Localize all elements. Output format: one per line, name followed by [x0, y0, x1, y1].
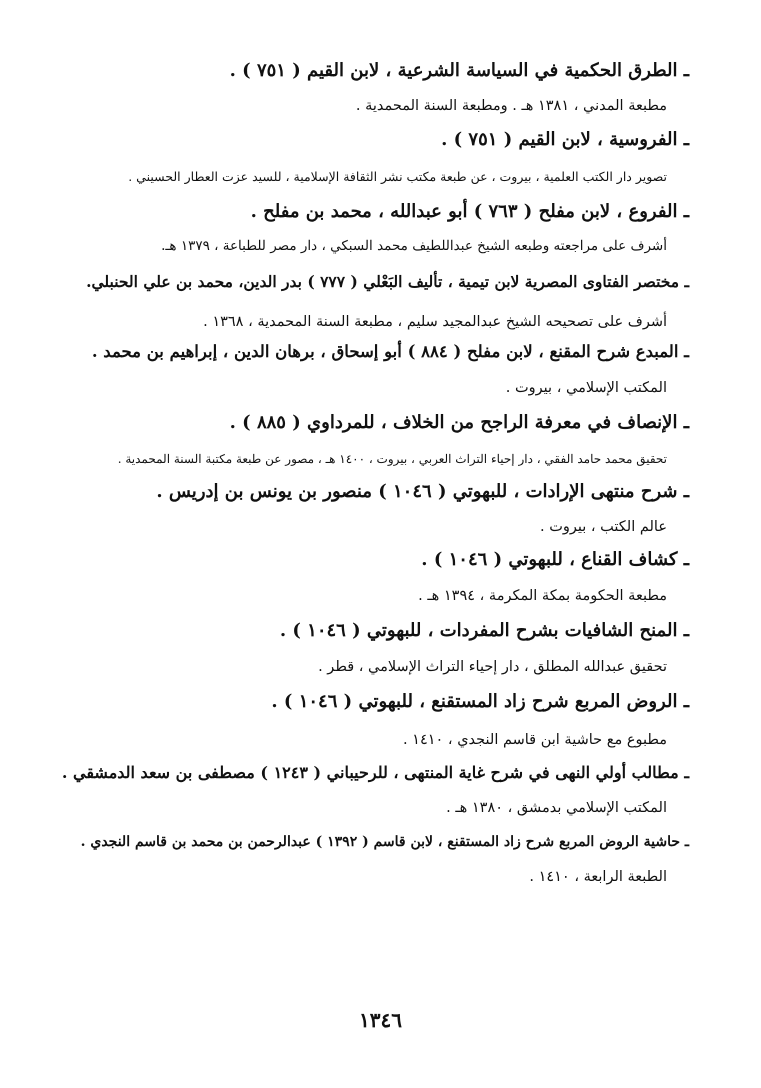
entry-edition: تصوير دار الكتب العلمية ، بيروت ، عن طبعة مكتب نشر الثقافة الإسلامية ، للسيد عزت العطار الحسيني .	[128, 169, 667, 184]
entry-title: ـ مختصر الفتاوى المصرية لابن تيمية ، تأليف البَعْلي ( ٧٧٧ ) بدر الدين، محمد بن علي الحنبلي.	[86, 272, 689, 291]
entry-edition: تحقيق عبدالله المطلق ، دار إحياء التراث الإسلامي ، قطر .	[318, 659, 667, 675]
entry-title: ـ كشاف القناع ، للبهوتي ( ١٠٤٦ ) .	[421, 549, 689, 570]
entry-title: ـ الروض المربع شرح زاد المستقنع ، للبهوتي ( ١٠٤٦ ) .	[271, 691, 689, 712]
page-number: ١٣٤٦	[359, 1008, 402, 1032]
entry-title: ـ المبدع شرح المقنع ، لابن مفلح ( ٨٨٤ ) أبو إسحاق ، برهان الدين ، إبراهيم بن محمد .	[91, 342, 689, 361]
entry-edition: عالم الكتب ، بيروت .	[540, 519, 667, 535]
entry-edition: المكتب الإسلامي بدمشق ، ١٣٨٠ هـ .	[446, 800, 667, 816]
entry-title: ـ الطرق الحكمية في السياسة الشرعية ، لابن القيم ( ٧٥١ ) .	[229, 60, 689, 81]
entry-title: ـ الفروسية ، لابن القيم ( ٧٥١ ) .	[441, 129, 689, 150]
entry-title: ـ الإنصاف في معرفة الراجح من الخلاف ، للمرداوي ( ٨٨٥ ) .	[229, 412, 689, 433]
entry-title: ـ مطالب أولي النهى في شرح غاية المنتهى ، للرحيباني ( ١٢٤٣ ) مصطفى بن سعد الدمشقي .	[61, 763, 689, 782]
entry-edition: مطبوع مع حاشية ابن قاسم النجدي ، ١٤١٠ .	[402, 732, 667, 748]
entry-edition: مطبعة المدني ، ١٣٨١ هـ . ومطبعة السنة المحمدية .	[355, 98, 667, 114]
entry-edition: أشرف على مراجعته وطبعه الشيخ عبداللطيف محمد السبكي ، دار مصر للطباعة ، ١٣٧٩ هـ.	[161, 238, 667, 254]
entry-edition: تحقيق محمد حامد الفقي ، دار إحياء التراث العربي ، بيروت ، ١٤٠٠ هـ ، مصور عن طبعة مكتبة السنة المحمدية .	[117, 452, 667, 466]
entry-edition: مطبعة الحكومة بمكة المكرمة ، ١٣٩٤ هـ .	[418, 588, 667, 604]
entry-edition: الطبعة الرابعة ، ١٤١٠ .	[529, 869, 667, 885]
entry-title: ـ الفروع ، لابن مفلح ( ٧٦٣ ) أبو عبدالله ، محمد بن مفلح .	[250, 201, 689, 222]
entry-title: ـ حاشية الروض المربع شرح زاد المستقنع ، لابن قاسم ( ١٣٩٢ ) عبدالرحمن بن محمد بن قاسم النجدي .	[80, 834, 689, 850]
entry-edition: أشرف على تصحيحه الشيخ عبدالمجيد سليم ، مطبعة السنة المحمدية ، ١٣٦٨ .	[203, 314, 667, 330]
entry-title: ـ شرح منتهى الإرادات ، للبهوتي ( ١٠٤٦ ) منصور بن يونس بن إدريس .	[156, 481, 689, 502]
entry-edition: المكتب الإسلامي ، بيروت .	[505, 380, 667, 396]
entry-title: ـ المنح الشافيات بشرح المفردات ، للبهوتي ( ١٠٤٦ ) .	[279, 620, 689, 641]
